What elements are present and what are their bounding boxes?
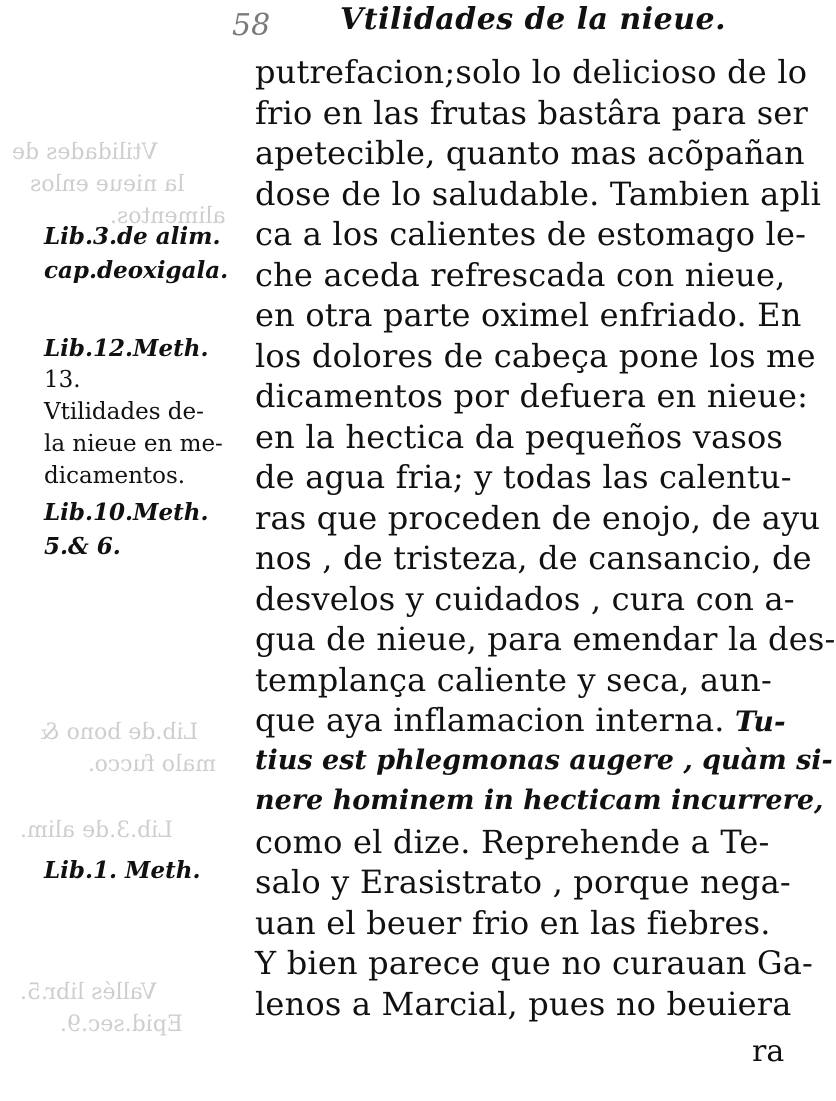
text-line: de agua fria; y todas las calentu- — [255, 458, 792, 496]
text-line: como el dize. Reprehende a Te- — [255, 822, 770, 861]
latin-quote-line: nere hominem in hecticam incurrere, — [255, 785, 824, 816]
text-line: ras que proceden de enojo, de ayu — [255, 498, 821, 537]
margin-note: Lib.10.Meth. — [44, 499, 209, 526]
bleed-through-text: Vallés libr.5. — [20, 980, 157, 1005]
margin-note: Vtilidades de- — [44, 399, 204, 425]
text-line: salo y Erasistrato , porque nega- — [255, 863, 791, 901]
text-line: dicamentos por defuera en nieue: — [255, 377, 809, 415]
text-line: ca a los calientes de estomago le- — [255, 215, 807, 253]
margin-note: Lib.3.de alim. — [44, 223, 221, 250]
text-line: nos , de tristeza, de cansancio, de — [255, 539, 812, 577]
text-span: que aya inflamacion interna. — [255, 701, 725, 739]
text-line: en la hectica da pequeños vasos — [255, 417, 784, 456]
margin-note: cap.deoxigala. — [44, 257, 229, 284]
bleed-through-text: Lib.3.de alim. — [20, 818, 173, 843]
catchword: ra — [752, 1034, 785, 1069]
text-line: lenos a Marcial, pues no beuiera — [255, 984, 792, 1023]
text-line: dose de lo saludable. Tambien apli — [255, 174, 822, 213]
text-line: en otra parte oximel enfriado. En — [255, 296, 802, 334]
bleed-through-text: alimentos. — [110, 204, 226, 229]
bleed-through-text: la nieue enlos — [30, 172, 185, 197]
bleed-through-text: Epid.sec.9. — [60, 1012, 183, 1037]
margin-note: la nieue en me- — [44, 431, 223, 457]
text-line: frio en las frutas bastâra para ser — [255, 93, 808, 132]
text-line: desvelos y cuidados , cura con a- — [255, 579, 795, 618]
page-number: 58 — [232, 8, 271, 43]
running-head: Vtilidades de la nieue. — [340, 2, 727, 37]
latin-quote-span: Tu- — [735, 705, 786, 738]
latin-quote-line: tius est phlegmonas augere , quàm si- — [255, 744, 833, 776]
text-line: los dolores de cabeça pone los me — [255, 336, 816, 375]
text-line: uan el beuer frio en las fiebres. — [255, 903, 771, 942]
margin-note: Lib.1. Meth. — [44, 857, 201, 884]
text-line: che aceda refrescada con nieue, — [255, 255, 786, 294]
margin-note: 5.& 6. — [44, 533, 121, 560]
text-line: putrefacion;solo lo delicioso de lo — [255, 53, 808, 91]
text-line: gua de nieue, para emendar la des- — [255, 620, 836, 658]
main-text-block — [255, 52, 836, 1024]
bleed-through-text: Lib.de bono & — [40, 720, 199, 745]
bleed-through-text: malo fucco. — [88, 752, 217, 777]
text-line: Y bien parece que no curauan Ga- — [255, 944, 814, 982]
text-line: templança caliente y seca, aun- — [255, 660, 772, 699]
text-line: apetecible, quanto mas acõpañan — [255, 134, 805, 172]
margin-note: dicamentos. — [44, 463, 186, 489]
text-line — [255, 700, 786, 741]
margin-note: Lib.12.Meth. — [44, 335, 209, 362]
margin-note: 13. — [44, 367, 81, 393]
bleed-through-text: Vtilidades de — [12, 140, 158, 165]
